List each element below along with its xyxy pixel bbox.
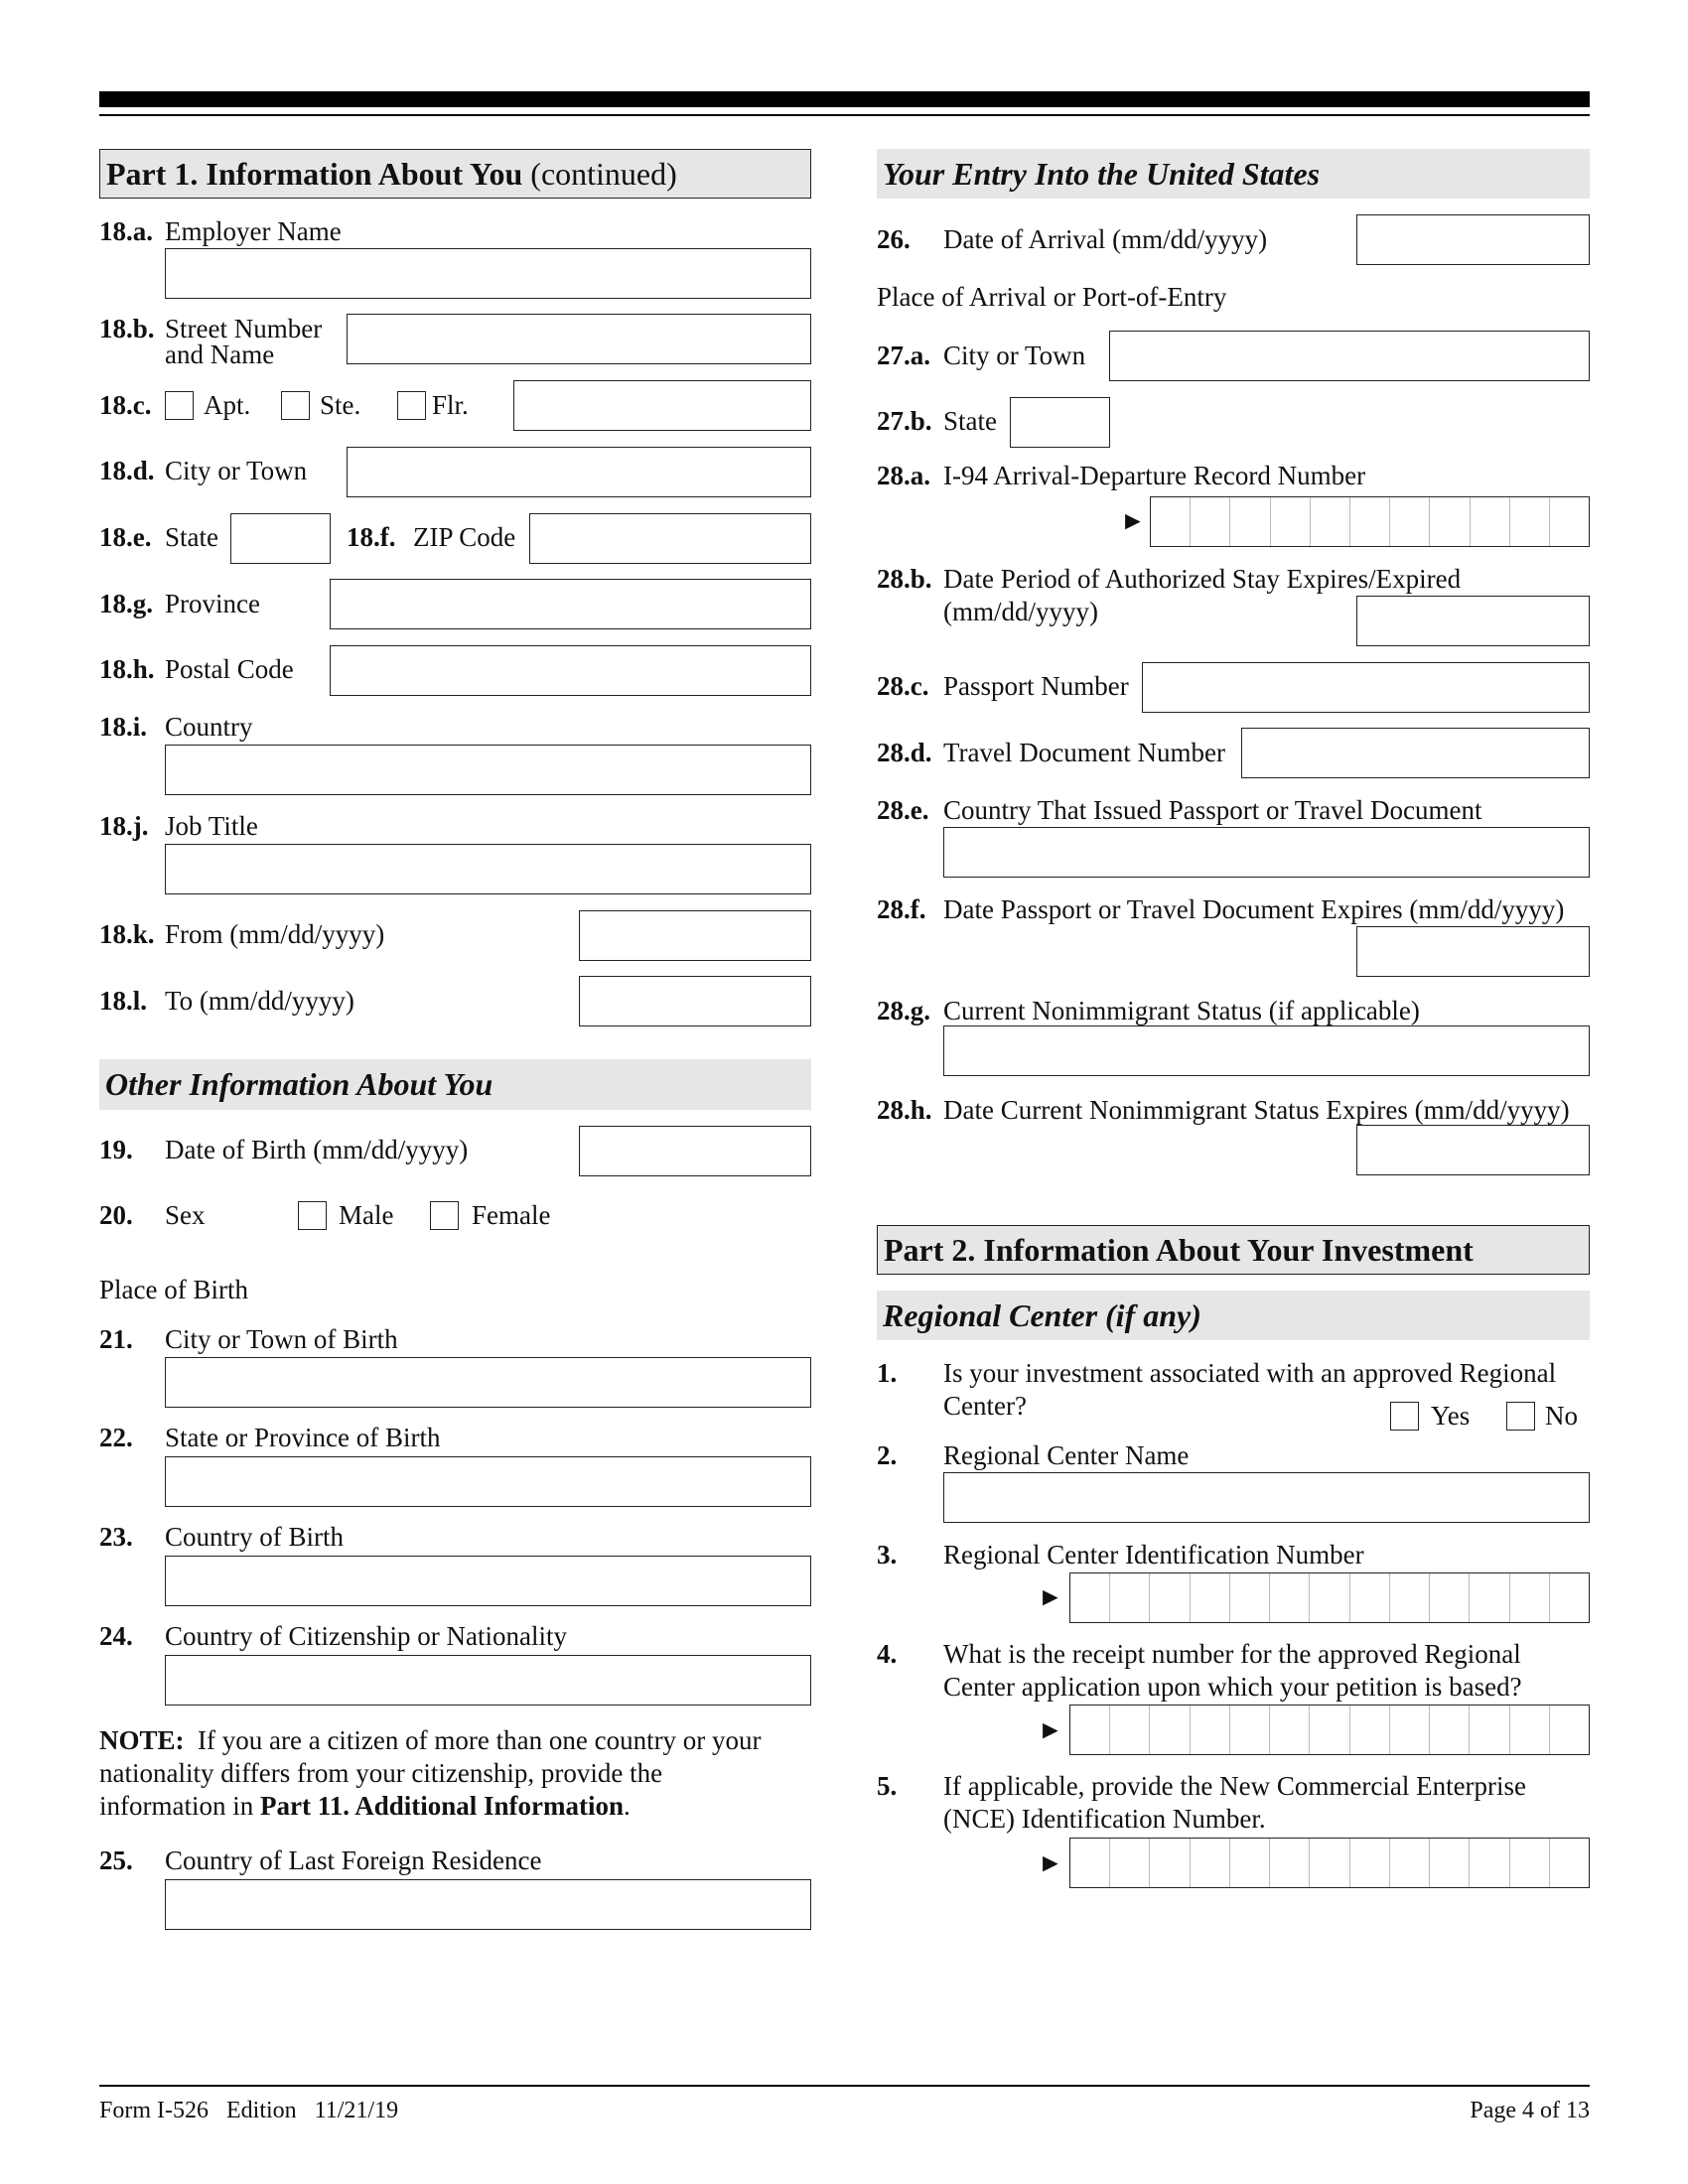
field-18l-number: 18.l. [99, 986, 148, 1016]
street-number-input[interactable] [347, 314, 811, 364]
employer-state-input[interactable] [230, 513, 331, 564]
field-18k-label: From (mm/dd/yyyy) [165, 919, 385, 949]
field-18b-label-line2: and Name [165, 340, 275, 369]
ste-checkbox[interactable] [281, 391, 310, 420]
field-18a-label: Employer Name [165, 216, 342, 246]
employer-name-input[interactable] [165, 248, 811, 299]
field-26-number: 26. [877, 224, 911, 254]
field-28f-label: Date Passport or Travel Document Expires (mm/dd/yyyy) [943, 894, 1565, 924]
field-19-number: 19. [99, 1135, 133, 1164]
field-20-label: Sex [165, 1200, 206, 1230]
employer-zip-input[interactable] [529, 513, 811, 564]
field-28b-number: 28.b. [877, 564, 932, 594]
field-28a-label: I-94 Arrival-Departure Record Number [943, 461, 1366, 490]
part2-title: Part 2. Information About Your Investment [884, 1232, 1474, 1268]
city-of-birth-input[interactable] [165, 1357, 811, 1408]
field-18a-number: 18.a. [99, 216, 153, 246]
nonimmigrant-status-input[interactable] [943, 1025, 1590, 1076]
field-26-label: Date of Arrival (mm/dd/yyyy) [943, 224, 1268, 254]
date-of-birth-input[interactable] [579, 1126, 811, 1176]
question-4-number: 4. [877, 1639, 898, 1669]
passport-country-input[interactable] [943, 827, 1590, 878]
yes-label: Yes [1431, 1401, 1471, 1431]
note-text-3: information in [99, 1791, 260, 1821]
question-1-number: 1. [877, 1358, 898, 1388]
employer-postal-code-input[interactable] [330, 645, 811, 696]
field-18g-label: Province [165, 589, 260, 618]
field-18j-label: Job Title [165, 811, 258, 841]
note-line2: nationality differs from your citizenship, provide the [99, 1758, 663, 1788]
employment-to-date-input[interactable] [579, 976, 811, 1026]
field-28e-number: 28.e. [877, 795, 929, 825]
field-18e-label: State [165, 522, 218, 552]
field-28g-label: Current Nonimmigrant Status (if applicable) [943, 996, 1420, 1025]
field-25-label: Country of Last Foreign Residence [165, 1845, 542, 1875]
state-of-birth-input[interactable] [165, 1456, 811, 1507]
question-4-line1: What is the receipt number for the approved Regional [943, 1639, 1521, 1669]
regional-center-id-input[interactable] [1069, 1572, 1590, 1623]
flr-checkbox[interactable] [397, 391, 426, 420]
field-20-number: 20. [99, 1200, 133, 1230]
question-5-number: 5. [877, 1771, 898, 1801]
footer-form-edition: Form I-526 Edition 11/21/19 [99, 2098, 399, 2123]
field-18b-label-line1: Street Number [165, 314, 323, 343]
employer-province-input[interactable] [330, 579, 811, 629]
field-27b-label: State [943, 406, 997, 436]
question-2-label: Regional Center Name [943, 1440, 1190, 1470]
country-of-birth-input[interactable] [165, 1556, 811, 1606]
note-line3 [99, 1790, 631, 1822]
field-24-label: Country of Citizenship or Nationality [165, 1621, 567, 1651]
passport-number-input[interactable] [1142, 662, 1590, 713]
field-18e-number: 18.e. [99, 522, 152, 552]
travel-document-number-input[interactable] [1241, 728, 1590, 778]
arrow-icon: ► [1120, 506, 1146, 535]
place-of-arrival-label: Place of Arrival or Port-of-Entry [877, 282, 1227, 312]
field-28g-number: 28.g. [877, 996, 930, 1025]
field-18h-number: 18.h. [99, 654, 155, 684]
field-18g-number: 18.g. [99, 589, 153, 618]
flr-label: Flr. [432, 390, 469, 420]
field-28b-label-line1: Date Period of Authorized Stay Expires/Expired [943, 564, 1462, 594]
question-1-line2: Center? [943, 1391, 1027, 1421]
note-text-3-end: . [624, 1791, 631, 1821]
field-22-number: 22. [99, 1423, 133, 1452]
arrow-icon: ► [1038, 1582, 1063, 1611]
arrival-state-input[interactable] [1010, 397, 1110, 448]
part1-header [99, 149, 811, 199]
status-expiry-input[interactable] [1356, 1125, 1590, 1175]
other-info-header: Other Information About You [99, 1059, 811, 1110]
question-2-number: 2. [877, 1440, 898, 1470]
regional-center-name-input[interactable] [943, 1472, 1590, 1523]
female-checkbox[interactable] [430, 1201, 459, 1230]
field-28c-label: Passport Number [943, 671, 1129, 701]
footer-rule [99, 2085, 1590, 2087]
arrival-city-input[interactable] [1109, 331, 1590, 381]
field-18f-label: ZIP Code [413, 522, 516, 552]
field-25-number: 25. [99, 1845, 133, 1875]
last-foreign-residence-input[interactable] [165, 1879, 811, 1930]
field-19-label: Date of Birth (mm/dd/yyyy) [165, 1135, 469, 1164]
field-23-label: Country of Birth [165, 1522, 344, 1552]
nce-id-input[interactable] [1069, 1838, 1590, 1888]
place-of-birth-label: Place of Birth [99, 1275, 248, 1304]
passport-expiry-input[interactable] [1356, 926, 1590, 977]
field-28h-label: Date Current Nonimmigrant Status Expires (mm/dd/yyyy) [943, 1095, 1570, 1125]
male-checkbox[interactable] [298, 1201, 327, 1230]
note-label: NOTE: [99, 1725, 185, 1755]
question-1-line1: Is your investment associated with an approved Regional [943, 1358, 1557, 1388]
apt-label: Apt. [204, 390, 251, 420]
field-27a-number: 27.a. [877, 341, 930, 370]
top-thin-rule [99, 114, 1590, 116]
field-21-label: City or Town of Birth [165, 1324, 398, 1354]
field-28d-number: 28.d. [877, 738, 932, 767]
note-line1 [99, 1724, 762, 1756]
field-18d-number: 18.d. [99, 456, 155, 485]
field-28d-label: Travel Document Number [943, 738, 1225, 767]
no-label: No [1545, 1401, 1578, 1431]
i94-number-input[interactable] [1150, 496, 1590, 547]
date-of-arrival-input[interactable] [1356, 214, 1590, 265]
no-checkbox[interactable] [1506, 1402, 1535, 1431]
employer-country-input[interactable] [165, 745, 811, 795]
field-18c-number: 18.c. [99, 390, 152, 420]
field-27a-label: City or Town [943, 341, 1086, 370]
field-18i-number: 18.i. [99, 712, 148, 742]
field-18h-label: Postal Code [165, 654, 294, 684]
note-reference: Part 11. Additional Information [259, 1791, 625, 1821]
field-27b-number: 27.b. [877, 406, 932, 436]
field-18b-number: 18.b. [99, 314, 155, 343]
top-thick-rule [99, 91, 1590, 107]
part1-title: Part 1. Information About You [106, 156, 523, 192]
receipt-number-input[interactable] [1069, 1705, 1590, 1755]
part2-header [877, 1225, 1590, 1275]
arrow-icon: ► [1038, 1715, 1063, 1744]
part1-title-suffix: (continued) [530, 156, 677, 192]
field-28a-number: 28.a. [877, 461, 930, 490]
field-28e-label: Country That Issued Passport or Travel Document [943, 795, 1482, 825]
apt-checkbox[interactable] [165, 391, 194, 420]
field-22-label: State or Province of Birth [165, 1423, 441, 1452]
authorized-stay-date-input[interactable] [1356, 596, 1590, 646]
yes-checkbox[interactable] [1390, 1402, 1419, 1431]
field-24-number: 24. [99, 1621, 133, 1651]
entry-header: Your Entry Into the United States [877, 149, 1590, 199]
field-18f-number: 18.f. [347, 522, 396, 552]
field-28h-number: 28.h. [877, 1095, 932, 1125]
field-18j-number: 18.j. [99, 811, 149, 841]
ste-label: Ste. [320, 390, 361, 420]
question-5-line1: If applicable, provide the New Commercial Enterprise [943, 1771, 1527, 1801]
field-18k-number: 18.k. [99, 919, 155, 949]
employment-from-date-input[interactable] [579, 910, 811, 961]
footer-page-number: Page 4 of 13 [1470, 2098, 1590, 2123]
apt-number-input[interactable] [513, 380, 811, 431]
employer-city-input[interactable] [347, 447, 811, 497]
citizenship-input[interactable] [165, 1655, 811, 1706]
field-18d-label: City or Town [165, 456, 308, 485]
field-28b-label-line2: (mm/dd/yyyy) [943, 597, 1098, 626]
job-title-input[interactable] [165, 844, 811, 894]
question-4-line2: Center application upon which your petition is based? [943, 1672, 1522, 1702]
female-label: Female [472, 1200, 551, 1230]
note-text-1: If you are a citizen of more than one country or your [184, 1725, 762, 1755]
arrow-icon: ► [1038, 1848, 1063, 1877]
regional-center-header: Regional Center (if any) [877, 1291, 1590, 1340]
field-28c-number: 28.c. [877, 671, 929, 701]
field-21-number: 21. [99, 1324, 133, 1354]
question-3-label: Regional Center Identification Number [943, 1540, 1364, 1570]
question-3-number: 3. [877, 1540, 898, 1570]
field-23-number: 23. [99, 1522, 133, 1552]
male-label: Male [339, 1200, 394, 1230]
field-18l-label: To (mm/dd/yyyy) [165, 986, 354, 1016]
question-5-line2: (NCE) Identification Number. [943, 1804, 1266, 1834]
field-18i-label: Country [165, 712, 253, 742]
field-28f-number: 28.f. [877, 894, 926, 924]
